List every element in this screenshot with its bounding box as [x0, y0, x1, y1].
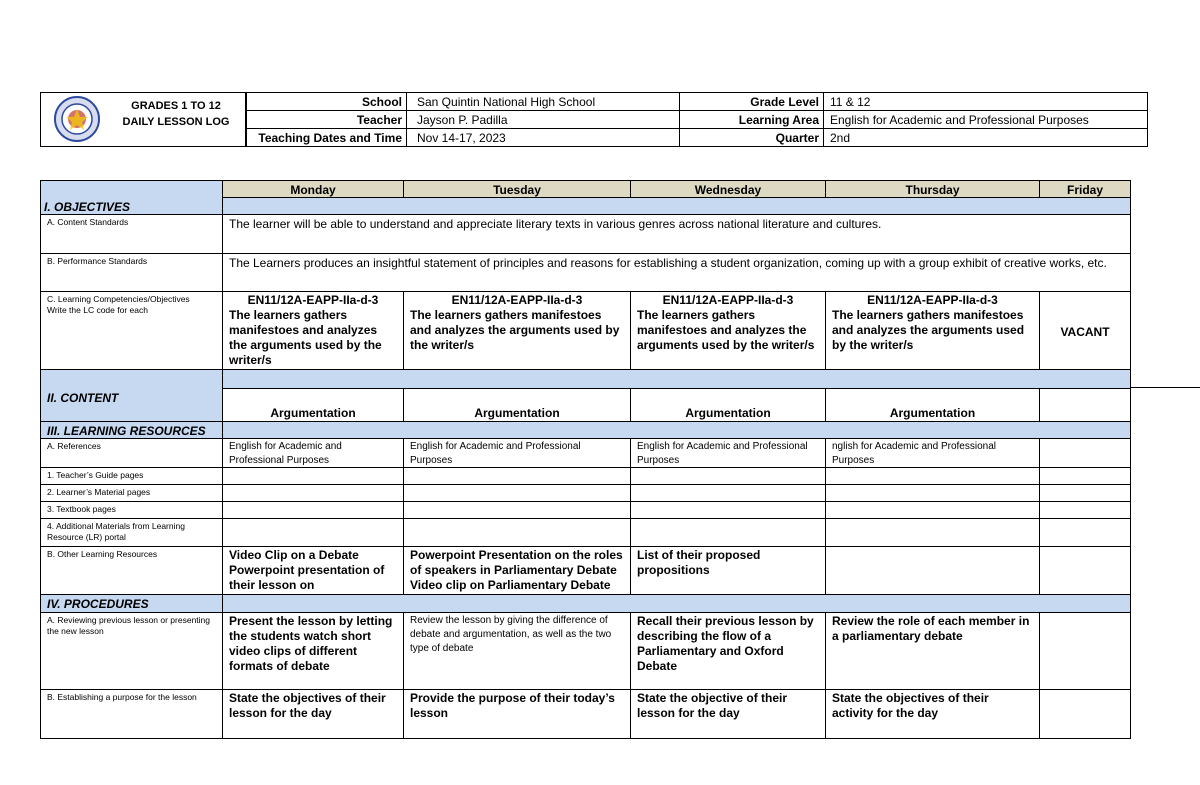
dates-label: Teaching Dates and Time: [246, 128, 407, 147]
lc-text-wednesday: The learners gathers manifestoes and analyzes the arguments used by the writer/s: [637, 308, 815, 352]
lc-code-monday: EN11/12A-EAPP-IIa-d-3: [247, 293, 379, 307]
review-monday: Present the lesson by letting the students watch short video clips of different formats of debate: [222, 612, 404, 690]
teachers-guide-label: 1. Teacher’s Guide pages: [40, 467, 223, 485]
lc-text-tuesday: The learners gathers manifestoes and analyzes the arguments used by the writer/s: [410, 308, 620, 352]
day-header-thursday: Thursday: [825, 180, 1040, 198]
tg-monday: [222, 467, 404, 485]
content-tuesday: [403, 388, 631, 422]
lm-wednesday: [630, 484, 826, 502]
other-resources-wednesday: List of their proposed propositions: [630, 546, 826, 595]
purpose-label: B. Establishing a purpose for the lesson: [40, 689, 223, 739]
review-wednesday: Recall their previous lesson by describing the flow of a Parliamentary and Oxford Debate: [630, 612, 826, 690]
school-value: San Quintin National High School: [406, 92, 680, 111]
references-wednesday: English for Academic and Professional Purposes: [630, 438, 826, 468]
tg-tuesday: [403, 467, 631, 485]
grade-level-label: Grade Level: [679, 92, 824, 111]
resources-heading: III. LEARNING RESOURCES: [40, 421, 223, 439]
content-topic-thursday: Argumentation: [889, 406, 976, 420]
grade-level-value: 11 & 12: [823, 92, 1148, 111]
content-heading-cell: [40, 369, 223, 422]
teacher-label: Teacher: [246, 110, 407, 129]
daily-lesson-log-title: DAILY LESSON LOG: [122, 116, 230, 128]
purpose-wednesday: State the objective of their lesson for the day: [630, 689, 826, 739]
procedures-band: [222, 594, 1131, 613]
lc-text-monday: The learners gathers manifestoes and analyzes the arguments used by the writer/s: [229, 308, 382, 367]
tb-monday: [222, 501, 404, 519]
lm-friday: [1039, 484, 1131, 502]
school-label: School: [246, 92, 407, 111]
content-friday: [1039, 388, 1131, 422]
learning-area-value: English for Academic and Professional Purposes: [823, 110, 1148, 129]
competencies-sublabel: Write the LC code for each: [47, 305, 148, 315]
additional-materials-label: 4. Additional Materials from Learning Resource (LR) portal: [40, 518, 223, 547]
lc-text-thursday: The learners gathers manifestoes and analyzes the arguments used by the writer/s: [832, 308, 1025, 352]
content-topic-monday: Argumentation: [270, 406, 356, 420]
content-monday: [222, 388, 404, 422]
tg-wednesday: [630, 467, 826, 485]
content-topic-wednesday: Argumentation: [685, 406, 771, 420]
tb-thursday: [825, 501, 1040, 519]
tg-thursday: [825, 467, 1040, 485]
competency-friday: [1039, 291, 1131, 370]
purpose-friday: [1039, 689, 1131, 739]
day-header-monday: Monday: [222, 180, 404, 198]
competency-wednesday: [630, 291, 826, 370]
procedures-heading: IV. PROCEDURES: [40, 594, 223, 613]
review-friday: [1039, 612, 1131, 690]
review-thursday: Review the role of each member in a parliamentary debate: [825, 612, 1040, 690]
deped-seal-icon: [53, 95, 101, 143]
resources-band: [222, 421, 1131, 439]
am-tuesday: [403, 518, 631, 547]
content-band-line: [1131, 387, 1200, 388]
lc-code-wednesday: EN11/12A-EAPP-IIa-d-3: [662, 293, 794, 307]
day-header-tuesday: Tuesday: [403, 180, 631, 198]
quarter-value: 2nd: [823, 128, 1148, 147]
competency-thursday: [825, 291, 1040, 370]
other-resources-friday: [1039, 546, 1131, 595]
lc-code-thursday: EN11/12A-EAPP-IIa-d-3: [867, 293, 998, 307]
textbook-label: 3. Textbook pages: [40, 501, 223, 519]
content-topic-tuesday: Argumentation: [474, 406, 560, 420]
lc-code-tuesday: EN11/12A-EAPP-IIa-d-3: [451, 293, 583, 307]
other-resources-label: B. Other Learning Resources: [40, 546, 223, 595]
learners-material-label: 2. Learner’s Material pages: [40, 484, 223, 502]
performance-standards-text: The Learners produces an insightful statement of principles and reasons for establishing a student organization, coming up with a group exhibit of creative works, etc.: [222, 253, 1131, 292]
review-tuesday: Review the lesson by giving the difference of debate and argumentation, as well as the two type of debate: [403, 612, 631, 690]
am-thursday: [825, 518, 1040, 547]
am-wednesday: [630, 518, 826, 547]
header-logo-cell: [40, 92, 246, 147]
objectives-band: [222, 197, 1131, 215]
tb-wednesday: [630, 501, 826, 519]
lm-monday: [222, 484, 404, 502]
content-standards-text: The learner will be able to understand and appreciate literary texts in various genres across national literature and cultures.: [222, 214, 1131, 254]
grades-title: GRADES 1 TO 12: [131, 100, 221, 112]
day-header-friday: Friday: [1039, 180, 1131, 198]
tb-tuesday: [403, 501, 631, 519]
teacher-value: Jayson P. Padilla: [406, 110, 680, 129]
competency-monday: [222, 291, 404, 370]
reviewing-label: A. Reviewing previous lesson or presenting the new lesson: [40, 612, 223, 690]
references-friday: [1039, 438, 1131, 468]
competencies-label: C. Learning Competencies/Objectives: [47, 294, 190, 304]
objectives-heading-cell: [40, 180, 223, 215]
learning-area-label: Learning Area: [679, 110, 824, 129]
references-tuesday: English for Academic and Professional Purposes: [403, 438, 631, 468]
am-monday: [222, 518, 404, 547]
tb-friday: [1039, 501, 1131, 519]
performance-standards-label: B. Performance Standards: [40, 253, 223, 292]
purpose-thursday: State the objectives of their activity for the day: [825, 689, 1040, 739]
content-standards-label: A. Content Standards: [40, 214, 223, 254]
am-friday: [1039, 518, 1131, 547]
references-thursday: nglish for Academic and Professional Purposes: [825, 438, 1040, 468]
competencies-label-cell: [40, 291, 223, 370]
lm-thursday: [825, 484, 1040, 502]
references-label: A. References: [40, 438, 223, 468]
tg-friday: [1039, 467, 1131, 485]
content-wednesday: [630, 388, 826, 422]
references-monday: English for Academic and Professional Purposes: [222, 438, 404, 468]
dates-value: Nov 14-17, 2023: [406, 128, 680, 147]
content-thursday: [825, 388, 1040, 422]
objectives-heading: I. OBJECTIVES: [44, 200, 131, 214]
day-header-wednesday: Wednesday: [630, 180, 826, 198]
purpose-monday: State the objectives of their lesson for the day: [222, 689, 404, 739]
other-resources-monday: Video Clip on a Debate Powerpoint presentation of their lesson on: [222, 546, 404, 595]
quarter-label: Quarter: [679, 128, 824, 147]
content-heading: II. CONTENT: [47, 391, 119, 405]
friday-vacant: VACANT: [1060, 325, 1110, 339]
lm-tuesday: [403, 484, 631, 502]
competency-tuesday: [403, 291, 631, 370]
other-resources-thursday: [825, 546, 1040, 595]
content-band: [222, 369, 1131, 389]
other-resources-tuesday: Powerpoint Presentation on the roles of speakers in Parliamentary Debate Video clip on Parliamentary Debate: [403, 546, 631, 595]
purpose-tuesday: Provide the purpose of their today’s lesson: [403, 689, 631, 739]
